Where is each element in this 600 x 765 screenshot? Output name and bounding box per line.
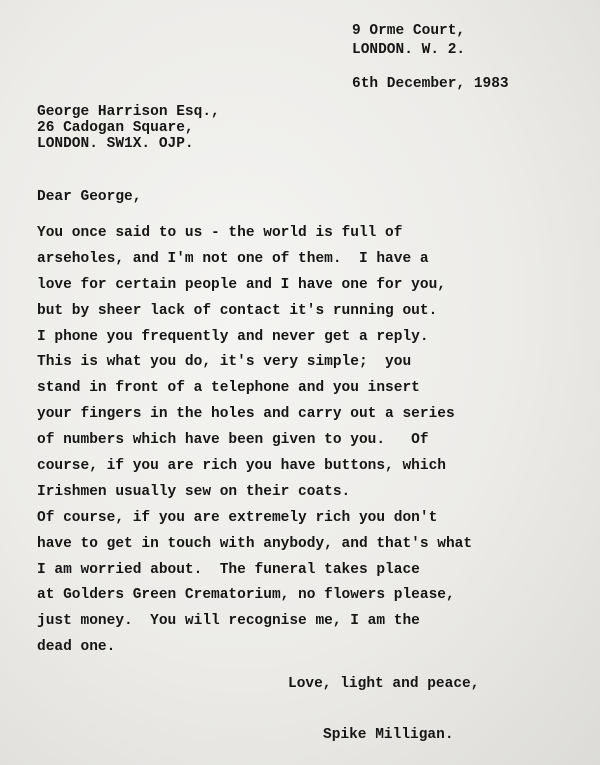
body-line: of numbers which have been given to you. Of (37, 432, 429, 449)
salutation: Dear George, (37, 189, 142, 205)
body-line: your fingers in the holes and carry out a series (37, 406, 455, 423)
body-line: Of course, if you are extremely rich you don't (37, 509, 438, 526)
recipient-address (37, 104, 220, 152)
recipient-line: George Harrison Esq., (37, 104, 220, 120)
body-line: I am worried about. The funeral takes place (37, 561, 420, 578)
body-line: arseholes, and I'm not one of them. I have a (37, 250, 429, 267)
recipient-line: 26 Cadogan Square, (37, 120, 194, 136)
body-line: course, if you are rich you have buttons, which (37, 458, 446, 475)
body-line: stand in front of a telephone and you insert (37, 380, 420, 397)
sender-address-line: LONDON. W. 2. (352, 42, 466, 58)
recipient-line: LONDON. SW1X. OJP. (37, 136, 194, 152)
sender-address-line: 9 Orme Court, (352, 23, 466, 39)
letter-date: 6th December, 1983 (352, 76, 509, 92)
body-line: love for certain people and I have one for you, (37, 276, 446, 293)
body-line: You once said to us - the world is full of (37, 225, 403, 241)
body-line: at Golders Green Crematorium, no flowers please, (37, 587, 455, 604)
body-line: but by sheer lack of contact it's running out. (37, 302, 438, 319)
body-line: just money. You will recognise me, I am the (37, 613, 420, 630)
signature: Spike Milligan. (323, 727, 454, 743)
body-line: dead one. (37, 639, 116, 656)
body-line: This is what you do, it's very simple; you (37, 354, 412, 371)
body-line: Irishmen usually sew on their coats. (37, 483, 351, 500)
sender-address (352, 22, 465, 60)
letter-body (37, 221, 582, 661)
closing: Love, light and peace, (288, 676, 480, 692)
body-line: I phone you frequently and never get a reply. (37, 328, 429, 345)
body-line: have to get in touch with anybody, and that's what (37, 535, 473, 552)
